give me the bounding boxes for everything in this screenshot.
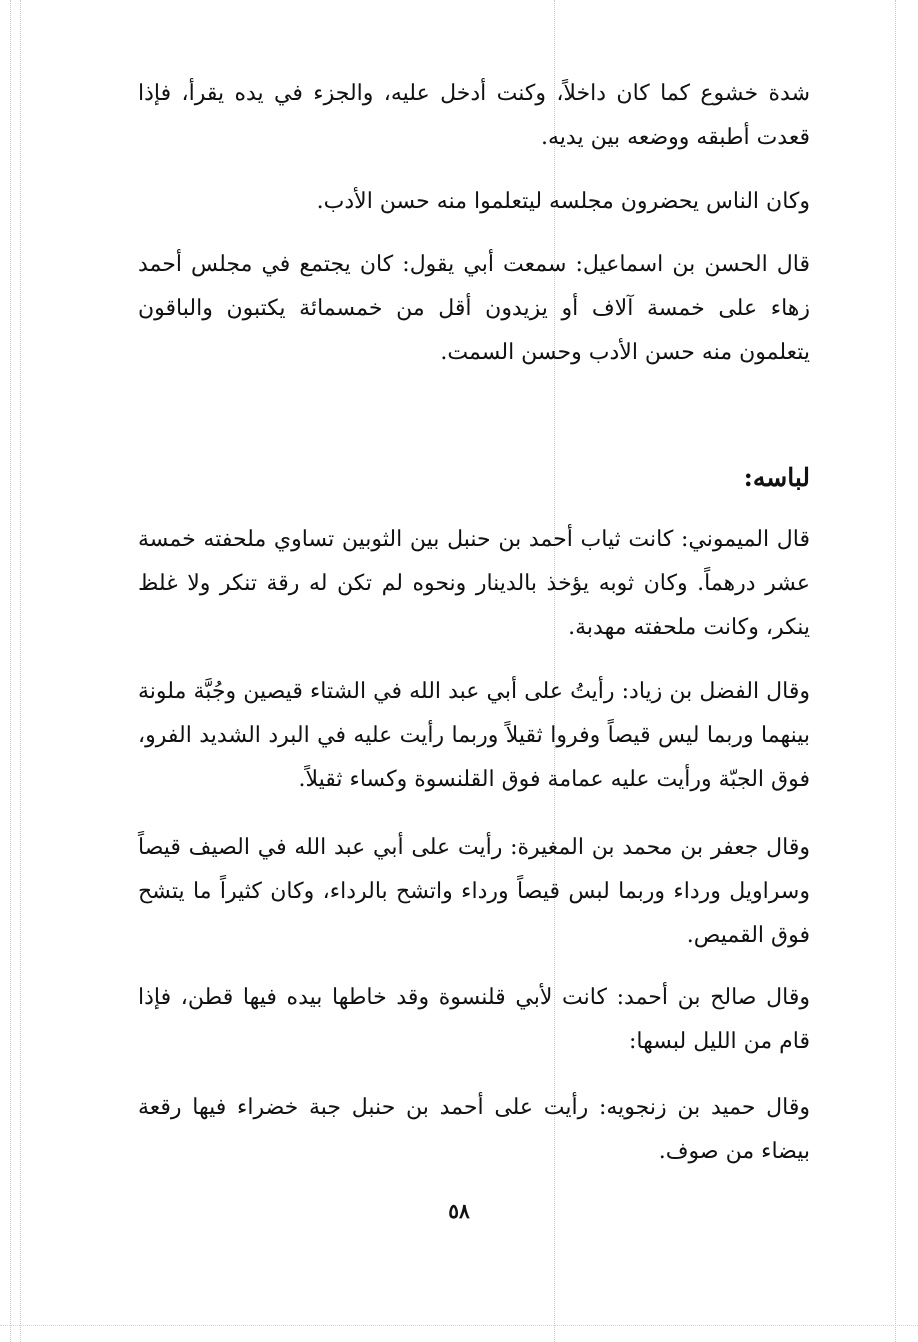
scan-guide-line [895, 0, 896, 1342]
scan-guide-line [10, 0, 11, 1342]
paragraph-1: شدة خشوع كما كان داخلاً، وكنت أدخل عليه، والجزء في يده يقرأ، فإذا قعدت أطبقه ووضعه بين يديه. [138, 81, 810, 150]
section-paragraph-2: وقال الفضل بن زياد: رأيتُ على أبي عبد الله في الشتاء قيصين وجُبَّة ملونة بينهما وربما ليس قيصاً وفروا ثقيلاً وربما رأيت عليه في البرد الشديد الفرو، فوق الجبّة ورأيت عليه عمامة فوق القلنسوة وكساء ثقيلاً. [138, 679, 810, 792]
page-number: ٥٨ [448, 1199, 470, 1223]
paragraph-3: قال الحسن بن اسماعيل: سمعت أبي يقول: كان يجتمع في مجلس أحمد زهاء على خمسة آلاف أو يزيدون أقل من خمسمائة يكتبون والباقون يتعلمون منه حسن الأدب وحسن السمت. [138, 252, 810, 365]
section-paragraph-4: وقال صالح بن أحمد: كانت لأبي قلنسوة وقد خاطها بيده فيها قطن، فإذا قام من الليل لبسها: [138, 985, 810, 1054]
section-paragraph-5: وقال حميد بن زنجويه: رأيت على أحمد بن حنبل جبة خضراء فيها رقعة بيضاء من صوف. [138, 1095, 810, 1164]
scan-guide-line [0, 1325, 918, 1326]
section-paragraph-1: قال الميموني: كانت ثياب أحمد بن حنبل بين الثوبين تساوي ملحفته خمسة عشر درهماً. وكان ثوبه يؤخذ بالدينار ونحوه لم تكن له رقة تنكر ولا غلظ ينكر، وكانت ملحفته مهدبة. [138, 527, 810, 640]
section-heading: لباسه: [743, 463, 810, 492]
paragraph-2: وكان الناس يحضرون مجلسه ليتعلموا منه حسن الأدب. [316, 189, 810, 214]
section-paragraph-3: وقال جعفر بن محمد بن المغيرة: رأيت على أبي عبد الله في الصيف قيصاً وسراويل ورداء وربما لبس قيصاً ورداء واتشح بالرداء، وكان كثيراً ما يتشح فوق القميص. [138, 835, 810, 948]
scan-guide-line [20, 0, 21, 1342]
